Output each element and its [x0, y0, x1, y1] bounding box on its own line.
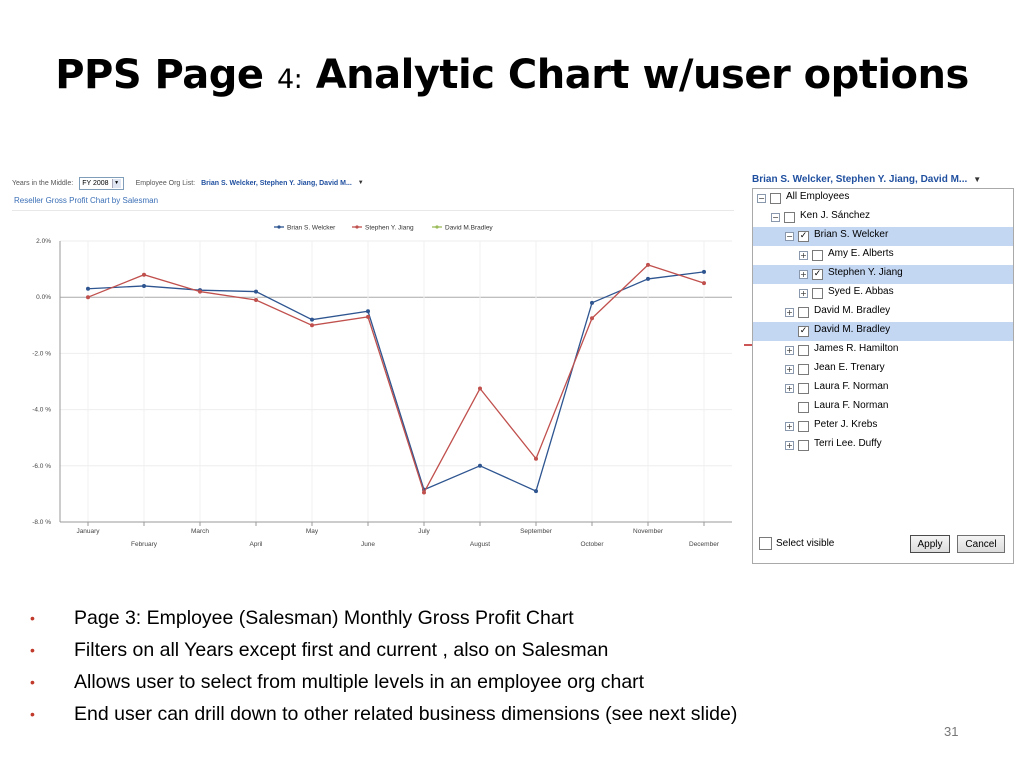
bullet-text: Allows user to select from multiple levels in an employee org chart [74, 671, 645, 693]
checkbox[interactable] [798, 383, 809, 394]
title-part-2: Analytic Chart w/user options [302, 52, 969, 98]
data-point [254, 290, 258, 294]
page-number: 31 [944, 724, 959, 739]
org-tree-footer [753, 527, 1013, 563]
expand-icon[interactable]: + [786, 365, 793, 374]
chart-title[interactable]: Reseller Gross Profit Chart by Salesman [14, 196, 159, 205]
x-tick-label: May [305, 528, 319, 535]
legend-marker [355, 225, 358, 228]
data-point [198, 290, 202, 294]
data-point [366, 315, 370, 319]
tree-node-label: Laura F. Norman [814, 400, 889, 411]
years-filter-value: FY 2008 [82, 179, 109, 187]
expand-icon[interactable]: + [800, 289, 807, 298]
expand-icon[interactable]: + [786, 422, 793, 431]
bullet-item [30, 666, 737, 698]
data-point [590, 301, 594, 305]
checkbox[interactable] [798, 364, 809, 375]
title-page-number: 4: [276, 64, 303, 95]
apply-button[interactable]: Apply [910, 535, 950, 553]
tree-node-label: Peter J. Krebs [814, 419, 878, 430]
bullet-icon: • [30, 706, 35, 722]
expand-icon[interactable]: + [800, 251, 807, 260]
tree-node[interactable] [753, 227, 1013, 246]
tree-node-label: Jean E. Trenary [814, 362, 885, 373]
y-tick-label: -6.0 % [32, 462, 51, 470]
checkbox[interactable] [798, 345, 809, 356]
data-point [534, 489, 538, 493]
data-point [478, 387, 482, 391]
analytic-chart-panel [8, 170, 736, 560]
tree-node[interactable] [753, 360, 1013, 379]
y-tick-label: -8.0 % [32, 519, 51, 526]
tree-node-label: Brian S. Welcker [814, 229, 889, 240]
tree-node-label: David M. Bradley [814, 305, 891, 316]
bullet-icon: • [30, 674, 35, 690]
series-line [88, 265, 704, 493]
checkbox[interactable] [798, 307, 809, 318]
collapse-icon[interactable]: − [772, 213, 779, 222]
y-tick-label: 0.0% [36, 294, 51, 302]
bullet-icon: • [30, 642, 35, 658]
bullet-icon: • [30, 610, 35, 626]
org-tree-header[interactable] [752, 174, 981, 185]
tree-node[interactable] [753, 246, 1013, 265]
checkbox[interactable] [812, 250, 823, 261]
org-filter-value[interactable]: Brian S. Welcker, Stephen Y. Jiang, David M... [201, 179, 352, 187]
bullet-item [30, 634, 737, 666]
checkbox[interactable] [759, 537, 772, 550]
divider [12, 210, 734, 211]
data-point [86, 287, 90, 291]
x-tick-label: August [469, 541, 491, 548]
checkbox[interactable] [770, 193, 781, 204]
x-tick-label: February [130, 541, 158, 548]
checkbox[interactable] [798, 440, 809, 451]
x-tick-label: June [360, 541, 376, 548]
checkbox[interactable] [798, 421, 809, 432]
y-tick-label: -2.0 % [32, 350, 51, 358]
data-point [422, 490, 426, 494]
chevron-down-icon[interactable]: ▼ [357, 180, 364, 186]
bullet-text: Filters on all Years except first and current , also on Salesman [74, 639, 609, 661]
checkbox[interactable]: ✓ [799, 231, 808, 241]
legend-label: Stephen Y. Jiang [365, 224, 414, 232]
checkbox[interactable]: ✓ [813, 269, 822, 279]
tree-node[interactable] [753, 284, 1013, 303]
data-point [534, 457, 538, 461]
data-point [310, 318, 314, 322]
tree-node-label: Terri Lee. Duffy [814, 438, 882, 449]
tree-node[interactable] [753, 265, 1013, 284]
expand-icon[interactable]: + [786, 346, 793, 355]
tree-node-label: Ken J. Sánchez [800, 210, 871, 221]
tree-node[interactable] [753, 379, 1013, 398]
collapse-icon[interactable]: − [786, 232, 793, 241]
x-tick-label: December [689, 541, 719, 548]
x-tick-label: October [580, 541, 604, 548]
org-tree-header-text: Brian S. Welcker, Stephen Y. Jiang, David M... [752, 174, 968, 185]
tree-node-label: James R. Hamilton [814, 343, 899, 354]
chevron-down-icon[interactable]: ▼ [112, 179, 121, 188]
tree-node-label: Amy E. Alberts [828, 248, 894, 259]
legend-marker [435, 225, 438, 228]
tree-node-label: David M. Bradley [814, 324, 891, 335]
tree-node[interactable] [753, 398, 1013, 417]
slide-title [0, 52, 1024, 98]
tree-node-label: Stephen Y. Jiang [828, 267, 903, 278]
data-point [702, 281, 706, 285]
legend-label: David M.Bradley [445, 224, 493, 232]
legend-label: Brian S. Welcker [287, 224, 336, 232]
data-point [702, 270, 706, 274]
checkbox[interactable] [784, 212, 795, 223]
years-filter-label: Years in the Middle: [12, 179, 74, 187]
x-tick-label: January [76, 528, 100, 535]
chevron-down-icon[interactable]: ▼ [973, 175, 982, 184]
data-point [142, 284, 146, 288]
bullet-text: Page 3: Employee (Salesman) Monthly Gross Profit Chart [74, 607, 574, 629]
bullet-item [30, 698, 737, 730]
x-tick-label: July [418, 528, 430, 535]
series-line [88, 272, 704, 491]
x-tick-label: April [249, 541, 263, 548]
data-point [254, 298, 258, 302]
data-point [310, 323, 314, 327]
divider [744, 344, 752, 346]
title-part-1: PPS Page [55, 52, 277, 98]
data-point [142, 273, 146, 277]
org-tree-panel [752, 188, 1014, 564]
bullet-item [30, 602, 737, 634]
data-point [86, 295, 90, 299]
data-point [646, 277, 650, 281]
x-tick-label: September [520, 528, 552, 535]
y-tick-label: 2.0% [36, 238, 51, 245]
line-chart [8, 170, 736, 560]
checkbox[interactable] [812, 288, 823, 299]
data-point [366, 309, 370, 313]
tree-node[interactable] [753, 341, 1013, 360]
checkbox[interactable] [798, 402, 809, 413]
tree-node[interactable] [753, 303, 1013, 322]
bullet-list [30, 602, 737, 730]
org-filter-label: Employee Org List: [135, 179, 196, 187]
filter-bar [12, 176, 364, 190]
tree-node-label: Syed E. Abbas [828, 286, 894, 297]
y-tick-label: -4.0 % [32, 406, 51, 414]
years-filter-select[interactable] [79, 177, 123, 190]
tree-node[interactable] [753, 322, 1013, 341]
select-visible-checkbox[interactable] [759, 537, 834, 550]
x-tick-label: March [190, 528, 210, 535]
data-point [590, 316, 594, 320]
cancel-button[interactable]: Cancel [957, 535, 1005, 553]
expand-icon[interactable]: + [786, 441, 793, 450]
x-tick-label: November [633, 528, 663, 535]
expand-icon[interactable]: + [786, 384, 793, 393]
expand-icon[interactable]: + [800, 270, 807, 279]
tree-node-label: All Employees [786, 191, 850, 202]
data-point [646, 263, 650, 267]
collapse-icon[interactable]: − [758, 194, 765, 203]
tree-node[interactable] [753, 417, 1013, 436]
data-point [478, 464, 482, 468]
select-visible-label: Select visible [776, 538, 835, 549]
bullet-text: End user can drill down to other related business dimensions (see next slide) [74, 703, 738, 725]
tree-node[interactable] [753, 208, 1013, 227]
tree-node[interactable] [753, 189, 1013, 208]
checkbox[interactable]: ✓ [799, 326, 808, 336]
expand-icon[interactable]: + [786, 308, 793, 317]
tree-node[interactable] [753, 436, 1013, 455]
tree-node-label: Laura F. Norman [814, 381, 889, 392]
legend-marker [277, 225, 280, 228]
